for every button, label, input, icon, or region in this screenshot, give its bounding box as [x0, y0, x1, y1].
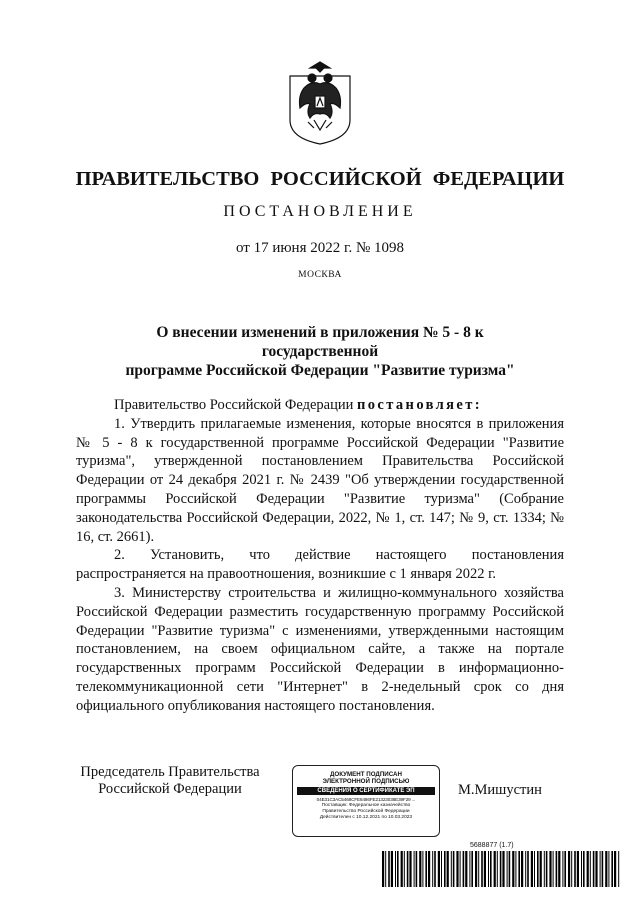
stamp-certificate-header: СВЕДЕНИЯ О СЕРТИФИКАТЕ ЭП [297, 787, 435, 795]
signatory-name: М.Мишустин [458, 782, 542, 798]
intro-prefix: Правительство Российской Федерации [114, 397, 357, 413]
stamp-issuer-line-1: Поставщик: Федеральное казначейство [321, 803, 411, 808]
position-line-1: Председатель Правительства [80, 764, 260, 780]
item-3-paragraph: 3. Министерству строительства и жилищно-коммунального хозяйства Российской Федерации разместить государственную программу Российской Федерации "Развитие туризма" с изменениями, утвержденными настоящим постановлением, на своем официальном сайте, а также на портале государственных программ Российской Федерации в информационно-телекоммуникационной сети "Интернет" в 2-недельный срок со дня официального опубликования настоящего постановления. [76, 584, 564, 714]
barcode-icon [382, 851, 622, 887]
position-line-2: Российской Федерации [98, 781, 242, 797]
city-label: МОСКВА [298, 270, 342, 280]
signatory-position [60, 764, 280, 798]
intro-resolve: постановляет: [356, 397, 483, 413]
heading-line-1: О внесении изменений в приложения № 5 - 8 к государственной [156, 324, 484, 360]
intro-paragraph [76, 396, 564, 415]
document-type: ПОСТАНОВЛЕНИЕ [223, 203, 417, 220]
stamp-issuer-line-2: Правительство Российской Федерации [322, 809, 410, 814]
item-1-paragraph: 1. Утвердить прилагаемые изменения, которые вносятся в приложения № 5 - 8 к государственной программе Российской Федерации "Развитие туризма", утвержденной постановлением Правительства Российской Федерации от 24 декабря 2021 г. № 2439 "Об утверждении государственной программы Российской Федерации "Развитие туризма" (Собрание законодательства Российской Федерации, 2022, № 1, ст. 147; № 9, ст. 1334; № 16, ст. 2661). [76, 415, 564, 545]
stamp-line-1: ДОКУМЕНТ ПОДПИСАН [330, 771, 402, 778]
electronic-signature-stamp [292, 765, 440, 837]
item-2-paragraph: 2. Установить, что действие настоящего постановления распространяется на правоотношения, возникшие с 1 января 2022 г. [76, 547, 564, 583]
document-date-number: от 17 июня 2022 г. № 1098 [235, 240, 405, 256]
document-heading [100, 323, 540, 380]
stamp-certificate-id: 04E31C3AC5468CFE8486FE21323038E39F29 ... [316, 797, 416, 802]
heading-line-2: программе Российской Федерации "Развитие туризма" [125, 362, 515, 379]
coat-of-arms-icon [284, 58, 356, 146]
stamp-validity: Действителен с 10.12.2021 по 10.03.2023 [319, 815, 413, 820]
stamp-line-2: ЭЛЕКТРОННОЙ ПОДПИСЬЮ [322, 778, 410, 785]
government-title: ПРАВИТЕЛЬСТВО РОССИЙСКОЙ ФЕДЕРАЦИИ [75, 168, 565, 190]
document-number: 5688877 (1.7) [470, 842, 514, 849]
document-body [76, 396, 564, 716]
